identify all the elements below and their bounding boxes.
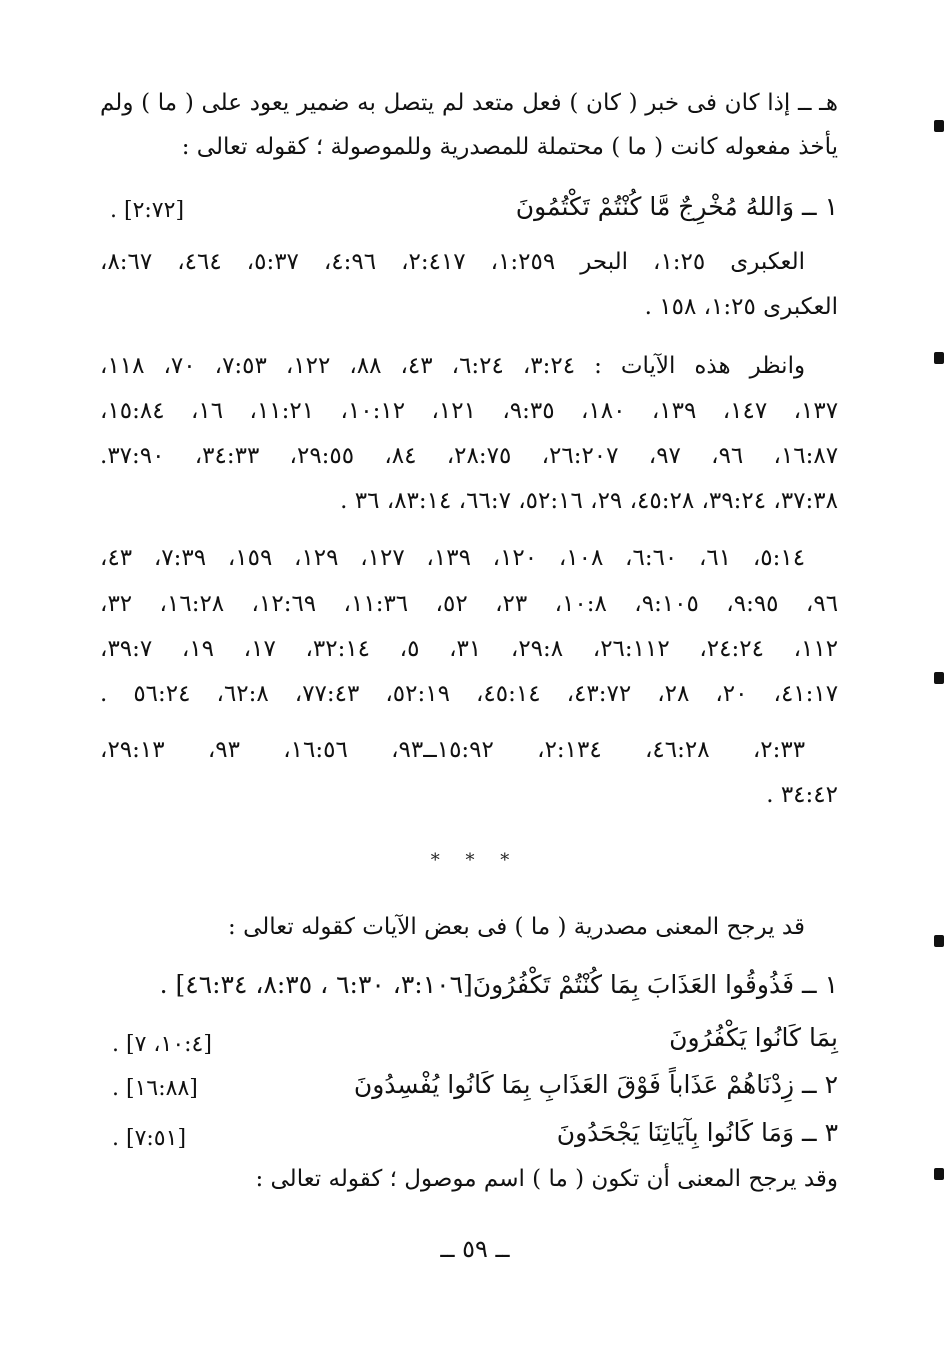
see-verses-line-1: وانظر هذه الآيات : ٣:٢٤، ٦:٢٤، ٤٣، ٨٨، ١٢٢، ٧:٥٣، ٧٠، ١١٨،	[100, 353, 806, 379]
paragraph-he-line-2: يأخذ مفعوله كانت ( ما ) محتملة للمصدرية وللموصولة ؛ كقوله تعالى :	[181, 134, 838, 160]
section-2-intro: قد يرجح المعنى مصدرية ( ما ) فى بعض الآيات كقوله تعالى :	[228, 914, 805, 940]
verse-1-text: ١ ــ وَاللهُ مُخْرِجٌ مَّا كُنْتُمْ تَكْتُمُونَ	[515, 192, 838, 221]
section-2-verse-1-line-2: بِمَا كَانُوا يَكْفُرُونَ	[669, 1023, 838, 1052]
margin-mark	[934, 672, 944, 684]
verse-1-ref: [٢:٧٢] .	[110, 198, 185, 223]
section-2-verse-3-ref: [٧:٥١] .	[112, 1126, 187, 1151]
ukbari-line-2: العكبرى ١:٢٥، ١٥٨ .	[644, 294, 838, 320]
see-verses-line-4: ٣٧:٣٨، ٣٩:٢٤، ٤٥:٢٨، ٢٩، ٥٢:١٦، ٦٦:٧، ٨٣:١٤، ٣٦ .	[340, 488, 838, 514]
margin-mark	[934, 120, 944, 132]
list-3-line-1: ٢:٣٣، ٤٦:٢٨، ٢:١٣٤، ١٥:٩٢ــ٩٣، ١٦:٥٦، ٩٣، ٢٩:١٣،	[100, 737, 806, 763]
page-number: ــ ٥٩ ــ	[440, 1235, 510, 1263]
list-2-line-2: ٩٦، ٩:٩٥، ٩:١٠٥، ١٠:٨، ٢٣، ٥٢، ١١:٣٦، ١٢:٦٩، ١٦:٢٨، ٣٢،	[100, 591, 839, 617]
section-2-verse-1-line-1: ١ ــ فَذُوقُوا العَذَابَ بِمَا كُنْتُمْ تَكْفُرُونَ[٣:١٠٦، ٦:٣٠ ، ٨:٣٥، ٤٦:٣٤] .	[159, 970, 838, 999]
section-2-verse-1-ref-2: [١٠:٤، ٧] .	[112, 1032, 212, 1057]
paragraph-he-line-1: هـ ــ إذا كان فى خبر ( كان ) فعل متعد لم يتصل به ضمير يعود على ( ما ) ولم	[100, 90, 838, 116]
see-verses-line-3: ١٦:٨٧، ٩٦، ٩٧، ٢٦:٢٠٧، ٢٨:٧٥، ٨٤، ٢٩:٥٥، ٣٤:٣٣، ٣٧:٩٠.	[100, 443, 839, 469]
section-2-verse-2-ref: [١٦:٨٨] .	[112, 1076, 198, 1101]
list-2-line-1: ٥:١٤، ٦١، ٦:٦٠، ١٠٨، ١٢٠، ١٣٩، ١٢٧، ١٢٩، ١٥٩، ٧:٣٩، ٤٣،	[100, 545, 806, 571]
margin-mark	[934, 935, 944, 947]
section-separator: * * *	[430, 850, 520, 871]
list-2-line-4: ٤١:١٧، ٢٠، ٢٨، ٤٣:٧٢، ٤٥:١٤، ٥٢:١٩، ٧٧:٤٣، ٦٢:٨، ٥٦:٢٤ .	[100, 681, 839, 707]
section-2-verse-2: ٢ ــ زِدْنَاهُمْ عَذَاباً فَوْقَ العَذَابِ بِمَا كَانُوا يُفْسِدُونَ	[353, 1070, 838, 1099]
ukbari-line-1: العكبرى ١:٢٥، البحر ١:٢٥٩، ٢:٤١٧، ٤:٩٦، ٥:٣٧، ٤٦٤، ٨:٦٧،	[100, 249, 806, 275]
margin-mark	[934, 1168, 944, 1180]
see-verses-line-2: ١٣٧، ١٤٧، ١٣٩، ١٨٠، ٩:٣٥، ١٢١، ١٠:١٢، ١١:٢١، ١٦، ١٥:٨٤،	[100, 398, 839, 424]
list-2-line-3: ١١٢، ٢٤:٢٤، ٢٦:١١٢، ٢٩:٨، ٣١، ٥، ٣٢:١٤، ١٧، ١٩، ٣٩:٧،	[100, 636, 839, 662]
section-2-verse-3: ٣ ــ وَمَا كَانُوا بِآيَاتِنَا يَجْحَدُونَ	[556, 1118, 838, 1147]
margin-mark	[934, 352, 944, 364]
section-2-closing: وقد يرجح المعنى أن تكون ( ما ) اسم موصول ؛ كقوله تعالى :	[255, 1166, 838, 1192]
list-3-line-2: ٣٤:٤٢ .	[766, 782, 838, 808]
